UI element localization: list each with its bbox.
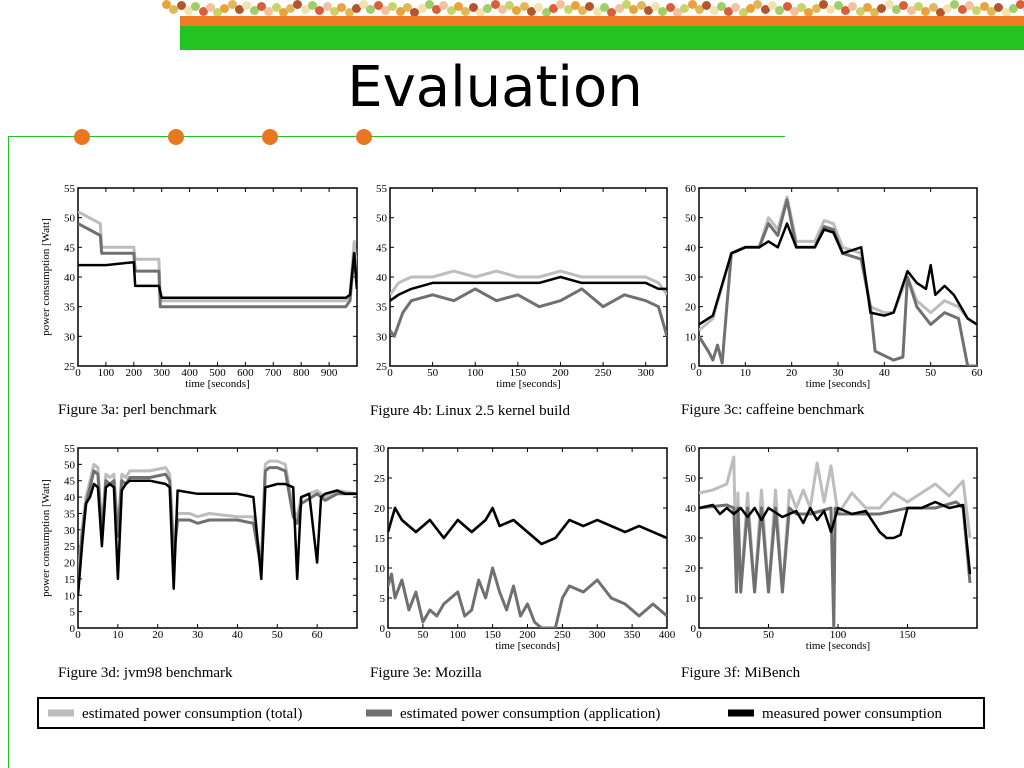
y-tick-label: 55 <box>376 183 387 195</box>
y-tick-label: 20 <box>685 563 696 575</box>
x-tick-label: 200 <box>519 629 536 641</box>
x-tick-label: 150 <box>509 367 527 379</box>
x-tick-label: 50 <box>763 629 774 641</box>
y-tick-label: 40 <box>376 272 387 284</box>
y-tick-label: 55 <box>64 443 75 455</box>
figure-caption: Figure 3c: caffeine benchmark <box>681 402 865 418</box>
y-tick-label: 50 <box>685 473 696 485</box>
slide-title: Evaluation <box>347 55 643 120</box>
x-tick-label: 0 <box>387 367 393 379</box>
x-tick-label: 50 <box>271 629 283 641</box>
y-tick-label: 0 <box>690 361 696 373</box>
x-axis-label: time [seconds] <box>496 378 561 390</box>
y-tick-label: 40 <box>64 492 75 505</box>
y-axis-label: power consumption [Watt] <box>40 218 52 336</box>
x-tick-label: 400 <box>658 629 676 641</box>
y-tick-label: 60 <box>685 443 696 455</box>
legend-label: estimated power consumption (total) <box>82 706 303 722</box>
y-tick-label: 45 <box>64 475 75 488</box>
x-axis-label: time [seconds] <box>185 378 250 390</box>
x-tick-label: 0 <box>385 629 391 641</box>
x-tick-label: 100 <box>466 367 484 379</box>
y-tick-label: 20 <box>685 301 696 314</box>
y-tick-label: 50 <box>376 212 387 225</box>
y-tick-label: 40 <box>685 242 696 255</box>
y-tick-label: 5 <box>379 593 385 605</box>
figure-caption: Figure 4b: Linux 2.5 kernel build <box>370 403 570 419</box>
y-tick-label: 5 <box>69 606 75 619</box>
x-tick-label: 30 <box>192 629 204 641</box>
y-axis-label: power consumption [Watt] <box>40 479 52 597</box>
y-tick-label: 30 <box>374 443 385 455</box>
x-tick-label: 300 <box>637 367 654 379</box>
y-tick-label: 50 <box>685 212 696 225</box>
y-tick-label: 45 <box>64 242 75 255</box>
x-tick-label: 400 <box>181 367 198 379</box>
x-tick-label: 20 <box>152 629 164 641</box>
y-tick-label: 45 <box>376 242 387 255</box>
x-tick-label: 100 <box>97 367 115 379</box>
y-tick-label: 30 <box>376 331 387 344</box>
figure-caption: Figure 3f: MiBench <box>681 665 801 681</box>
y-tick-label: 25 <box>64 361 75 373</box>
y-tick-label: 40 <box>685 503 696 515</box>
legend-label: estimated power consumption (application) <box>400 706 661 722</box>
x-tick-label: 40 <box>878 367 890 379</box>
y-tick-label: 10 <box>374 563 385 575</box>
x-axis-label: time [seconds] <box>805 378 871 390</box>
x-tick-label: 150 <box>484 629 501 641</box>
x-tick-label: 10 <box>112 629 124 641</box>
y-tick-label: 20 <box>64 557 75 570</box>
x-tick-label: 250 <box>594 367 612 379</box>
x-tick-label: 0 <box>75 629 81 641</box>
x-tick-label: 50 <box>925 367 937 379</box>
x-tick-label: 100 <box>829 629 847 641</box>
y-tick-label: 30 <box>685 272 696 284</box>
x-tick-label: 0 <box>696 629 702 641</box>
y-tick-label: 0 <box>690 623 696 635</box>
y-tick-label: 35 <box>64 301 75 314</box>
x-tick-label: 500 <box>209 367 226 379</box>
x-tick-label: 30 <box>832 367 844 379</box>
x-tick-label: 60 <box>971 367 983 379</box>
y-tick-label: 30 <box>685 533 696 545</box>
figure-caption: Figure 3e: Mozilla <box>370 665 482 681</box>
y-tick-label: 55 <box>64 183 75 195</box>
y-tick-label: 35 <box>64 508 75 521</box>
plot-frame <box>699 188 977 366</box>
x-tick-label: 600 <box>237 367 254 379</box>
x-tick-label: 100 <box>449 629 466 641</box>
x-axis-label: time [seconds] <box>805 640 871 652</box>
x-tick-label: 300 <box>153 367 170 379</box>
y-tick-label: 25 <box>374 473 385 485</box>
y-tick-label: 50 <box>64 212 75 225</box>
y-tick-label: 35 <box>376 301 387 314</box>
x-tick-label: 0 <box>696 367 702 379</box>
y-tick-label: 30 <box>64 331 75 344</box>
y-tick-label: 30 <box>64 524 75 537</box>
y-tick-label: 10 <box>685 331 696 344</box>
x-tick-label: 20 <box>786 367 798 379</box>
x-tick-label: 350 <box>623 629 641 641</box>
x-tick-label: 200 <box>552 367 569 379</box>
x-tick-label: 900 <box>320 367 338 379</box>
x-tick-label: 200 <box>125 367 143 379</box>
y-tick-label: 40 <box>64 272 75 284</box>
x-tick-label: 250 <box>554 629 571 641</box>
y-tick-label: 10 <box>64 590 75 603</box>
y-tick-label: 50 <box>64 459 75 472</box>
plot-frame <box>78 188 357 366</box>
x-tick-label: 700 <box>265 367 282 379</box>
plot-frame <box>699 448 977 628</box>
y-tick-label: 60 <box>685 183 696 195</box>
legend-label: measured power consumption <box>762 706 942 722</box>
x-tick-label: 40 <box>231 629 243 641</box>
y-tick-label: 15 <box>374 533 385 545</box>
x-tick-label: 50 <box>427 367 439 379</box>
x-axis-label: time [seconds] <box>495 640 560 652</box>
x-tick-label: 60 <box>311 629 323 641</box>
figure-caption: Figure 3a: perl benchmark <box>58 402 217 418</box>
plot-frame <box>388 448 667 628</box>
x-tick-label: 50 <box>417 629 429 641</box>
y-tick-label: 20 <box>374 503 385 515</box>
x-tick-label: 150 <box>899 629 916 641</box>
figure-caption: Figure 3d: jvm98 benchmark <box>58 665 233 681</box>
y-tick-label: 25 <box>64 541 75 554</box>
y-tick-label: 15 <box>64 573 75 586</box>
x-tick-label: 800 <box>292 367 310 379</box>
y-tick-label: 10 <box>685 593 696 605</box>
y-tick-label: 0 <box>379 623 385 635</box>
x-tick-label: 10 <box>739 367 751 379</box>
x-tick-label: 300 <box>589 629 606 641</box>
y-tick-label: 0 <box>69 623 75 635</box>
y-tick-label: 25 <box>376 361 387 373</box>
x-tick-label: 0 <box>75 367 81 379</box>
